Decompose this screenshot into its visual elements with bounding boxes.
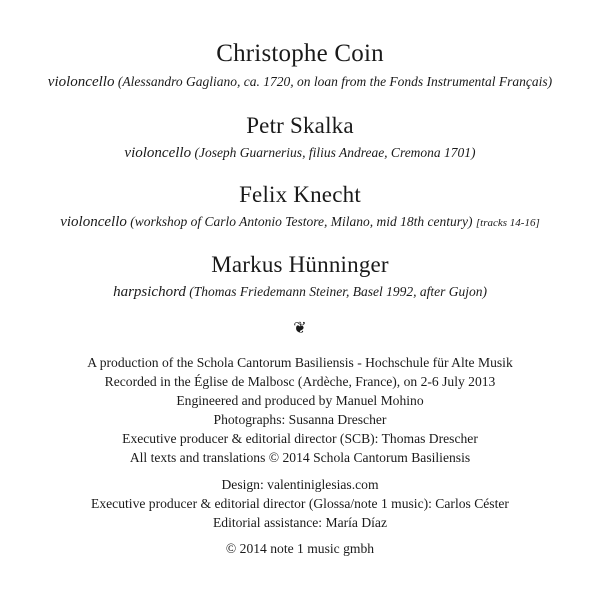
design-credit-line: Design: valentiniglesias.com [221,477,379,492]
performer-name: Petr Skalka [246,113,354,138]
performer-name: Christophe Coin [216,40,384,67]
performer-instrument-line [0,284,600,301]
credit-line: Engineered and produced by Manuel Mohino [176,393,424,408]
instrument-details: (workshop of Carlo Antonio Testore, Milano, mid 18th century) [130,214,473,229]
instrument-details: (Joseph Guarnerius, filius Andreae, Cremona 1701) [194,145,476,160]
performer-name: Felix Knecht [239,182,361,207]
instrument-name: violoncello [124,145,192,161]
fleuron-icon: ❦ [293,320,307,337]
credit-line: Executive producer & editorial director (SCB): Thomas Drescher [122,431,478,446]
credit-line: Photographs: Susanna Drescher [213,412,387,427]
instrument-details: (Thomas Friedemann Steiner, Basel 1992, after Gujon) [189,284,487,299]
copyright-line: © 2014 note 1 music gmbh [225,541,375,556]
instrument-details: (Alessandro Gagliano, ca. 1720, on loan from the Fonds Instrumental Français) [117,74,553,89]
performer-name: Markus Hünninger [211,252,389,277]
credit-line: Recorded in the Église de Malbosc (Ardèche, France), on 2-6 July 2013 [104,374,496,389]
tracks-note: [tracks 14-16] [475,217,540,229]
design-credit-line: Executive producer & editorial director (Glossa/note 1 music): Carlos Céster [91,496,509,511]
performer-instrument-line [0,74,600,91]
instrument-name: violoncello [47,74,115,90]
instrument-name: violoncello [60,214,127,230]
instrument-name: harpsichord [113,284,186,300]
performer-instrument-line [0,214,600,231]
performer-instrument-line [0,145,600,162]
credit-line: All texts and translations © 2014 Schola Cantorum Basiliensis [129,450,471,465]
design-credit-line: Editorial assistance: María Díaz [212,515,387,530]
credit-line: A production of the Schola Cantorum Basiliensis - Hochschule für Alte Musik [87,355,513,370]
